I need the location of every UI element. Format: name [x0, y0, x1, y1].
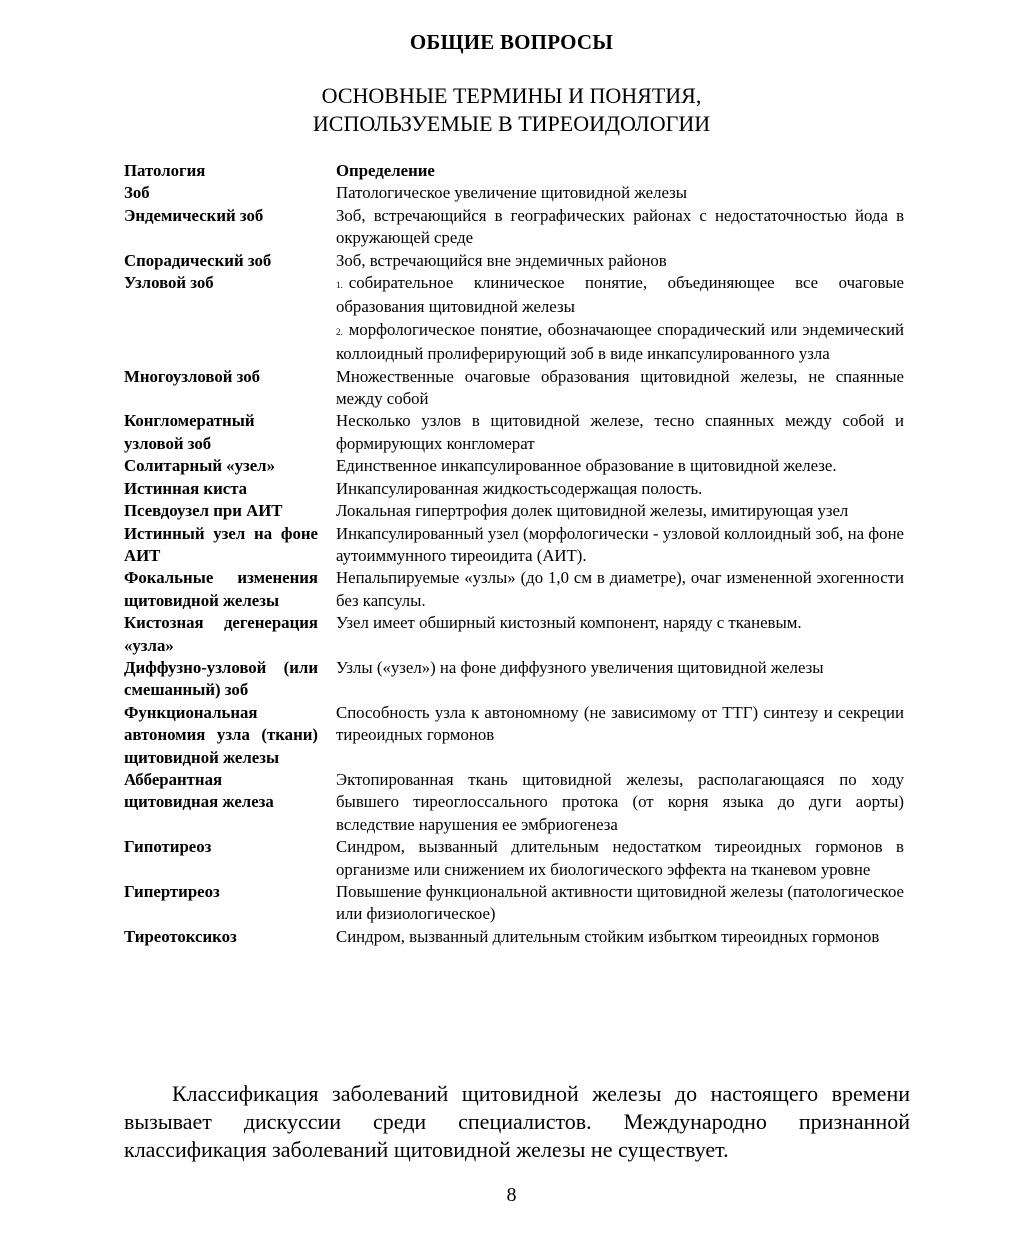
table-row — [124, 567, 904, 612]
table-row — [124, 926, 904, 948]
definition-cell: Зоб, встречающийся в географических районах с недостаточностью йода в окружающей среде — [336, 205, 904, 248]
definition-text: собирательное клиническое понятие, объединяющее все очаговые образования щитовидной железы — [336, 273, 904, 317]
terms-table — [124, 160, 904, 948]
definition-cell: Способность узла к автономному (не зависимому от ТТГ) синтезу и секреции тиреоидных гормонов — [336, 702, 904, 745]
section-title-line-2: ИСПОЛЬЗУЕМЫЕ В ТИРЕОИДОЛОГИИ — [312, 111, 711, 136]
term-cell: Тиреотоксикоз — [124, 926, 237, 946]
table-row — [124, 410, 904, 455]
page-heading: ОБЩИЕ ВОПРОСЫ — [409, 30, 614, 54]
definition-cell: Единственное инкапсулированное образование в щитовидной железе. — [336, 456, 837, 476]
term-cell: Зоб — [124, 183, 150, 203]
table-row — [124, 500, 904, 522]
table-row — [124, 205, 904, 250]
column-header-term: Патология — [124, 161, 206, 180]
definition-cell: Инкапсулированная жидкостьсодержащая полость. — [336, 478, 703, 498]
table-row — [124, 182, 904, 204]
term-cell: Абберантная щитовидная железа — [124, 769, 274, 812]
term-cell: Фокальные изменения щитовидной железы — [124, 568, 318, 610]
section-title-line-1: ОСНОВНЫЕ ТЕРМИНЫ И ПОНЯТИЯ, — [321, 83, 702, 108]
item-number: 1. — [336, 280, 343, 291]
definition-cell: Синдром, вызванный длительным недостатком тиреоидных гормонов в организме или снижением их биологического эффекта на тканевом уровне — [336, 837, 904, 879]
definition-cell: Синдром, вызванный длительным стойким избытком тиреоидных гормонов — [336, 926, 880, 946]
term-cell: Кистозная дегенерация «узла» — [124, 613, 318, 655]
table-row — [124, 523, 904, 568]
term-cell: Истинная киста — [124, 478, 248, 498]
table-row — [124, 657, 904, 702]
definition-cell: Несколько узлов в щитовидной железе, тесно спаянных между собой и формирующих конгломерат — [336, 411, 904, 453]
column-header-definition: Определение — [336, 161, 435, 180]
definition-item-2 — [336, 319, 904, 366]
term-cell: Конгломератный узловой зоб — [124, 411, 255, 453]
table-row — [124, 478, 904, 500]
definition-cell: Эктопированная ткань щитовидной железы, располагающаяся по ходу бывшего тиреоглоссального протока (от корня языка до дуги аорты) вследствие нарушения ее эмбриогенеза — [336, 769, 904, 834]
definition-text: морфологическое понятие, обозначающее спорадический или эндемический коллоидный пролиферирующий зоб в виде инкапсулированного узла — [336, 319, 904, 364]
term-cell: Функциональная автономия узла (ткани) щитовидной железы — [124, 702, 318, 767]
table-row — [124, 881, 904, 926]
term-cell: Многоузловой зоб — [124, 366, 261, 386]
table-row — [124, 612, 904, 657]
table-row — [124, 455, 904, 477]
table-row — [124, 250, 904, 272]
definition-cell: Повышение функциональной активности щитовидной железы (патологическое или физиологическое) — [336, 882, 904, 924]
definition-cell: Локальная гипертрофия долек щитовидной железы, имитирующая узел — [336, 501, 849, 521]
table-row — [124, 366, 904, 411]
term-cell: Узловой зоб — [124, 273, 214, 293]
table-row — [124, 836, 904, 881]
page-number: 8 — [506, 1184, 517, 1206]
body-paragraph: Классификация заболеваний щитовидной железы до настоящего времени вызывает дискуссии среди специалистов. Международно признанной классификация заболеваний щитовидной железы не существует. — [124, 1081, 910, 1162]
definition-cell: Патологическое увеличение щитовидной железы — [336, 183, 687, 203]
term-cell: Гипотиреоз — [124, 837, 212, 857]
table-row — [124, 272, 904, 366]
term-cell: Эндемический зоб — [124, 205, 264, 225]
term-cell: Солитарный «узел» — [124, 456, 275, 476]
definition-item-1 — [336, 272, 904, 319]
term-cell: Псевдоузел при АИТ — [124, 501, 283, 521]
definition-cell: Узлы («узел») на фоне диффузного увеличения щитовидной железы — [336, 657, 824, 677]
definition-cell: Множественные очаговые образования щитовидной железы, не спаянные между собой — [336, 366, 904, 409]
term-cell: Гипертиреоз — [124, 882, 220, 901]
section-title — [0, 82, 1023, 138]
table-row — [124, 769, 904, 836]
definition-cell: Инкапсулированный узел (морфологически - узловой коллоидный зоб, на фоне аутоиммунного тиреоидита (АИТ). — [336, 523, 904, 565]
definition-cell: Зоб, встречающийся вне эндемичных районов — [336, 250, 667, 270]
definition-cell: Узел имеет обширный кистозный компонент, наряду с тканевым. — [336, 613, 802, 633]
table-row — [124, 702, 904, 769]
term-cell: Спорадический зоб — [124, 250, 272, 270]
definition-cell — [336, 272, 904, 366]
definition-cell: Непальпируемые «узлы» (до 1,0 см в диаметре), очаг измененной эхогенности без капсулы. — [336, 568, 904, 610]
term-cell: Истинный узел на фоне АИТ — [124, 523, 318, 565]
item-number: 2. — [336, 326, 343, 337]
table-header-row — [124, 160, 904, 182]
term-cell: Диффузно-узловой (или смешанный) зоб — [124, 657, 318, 700]
